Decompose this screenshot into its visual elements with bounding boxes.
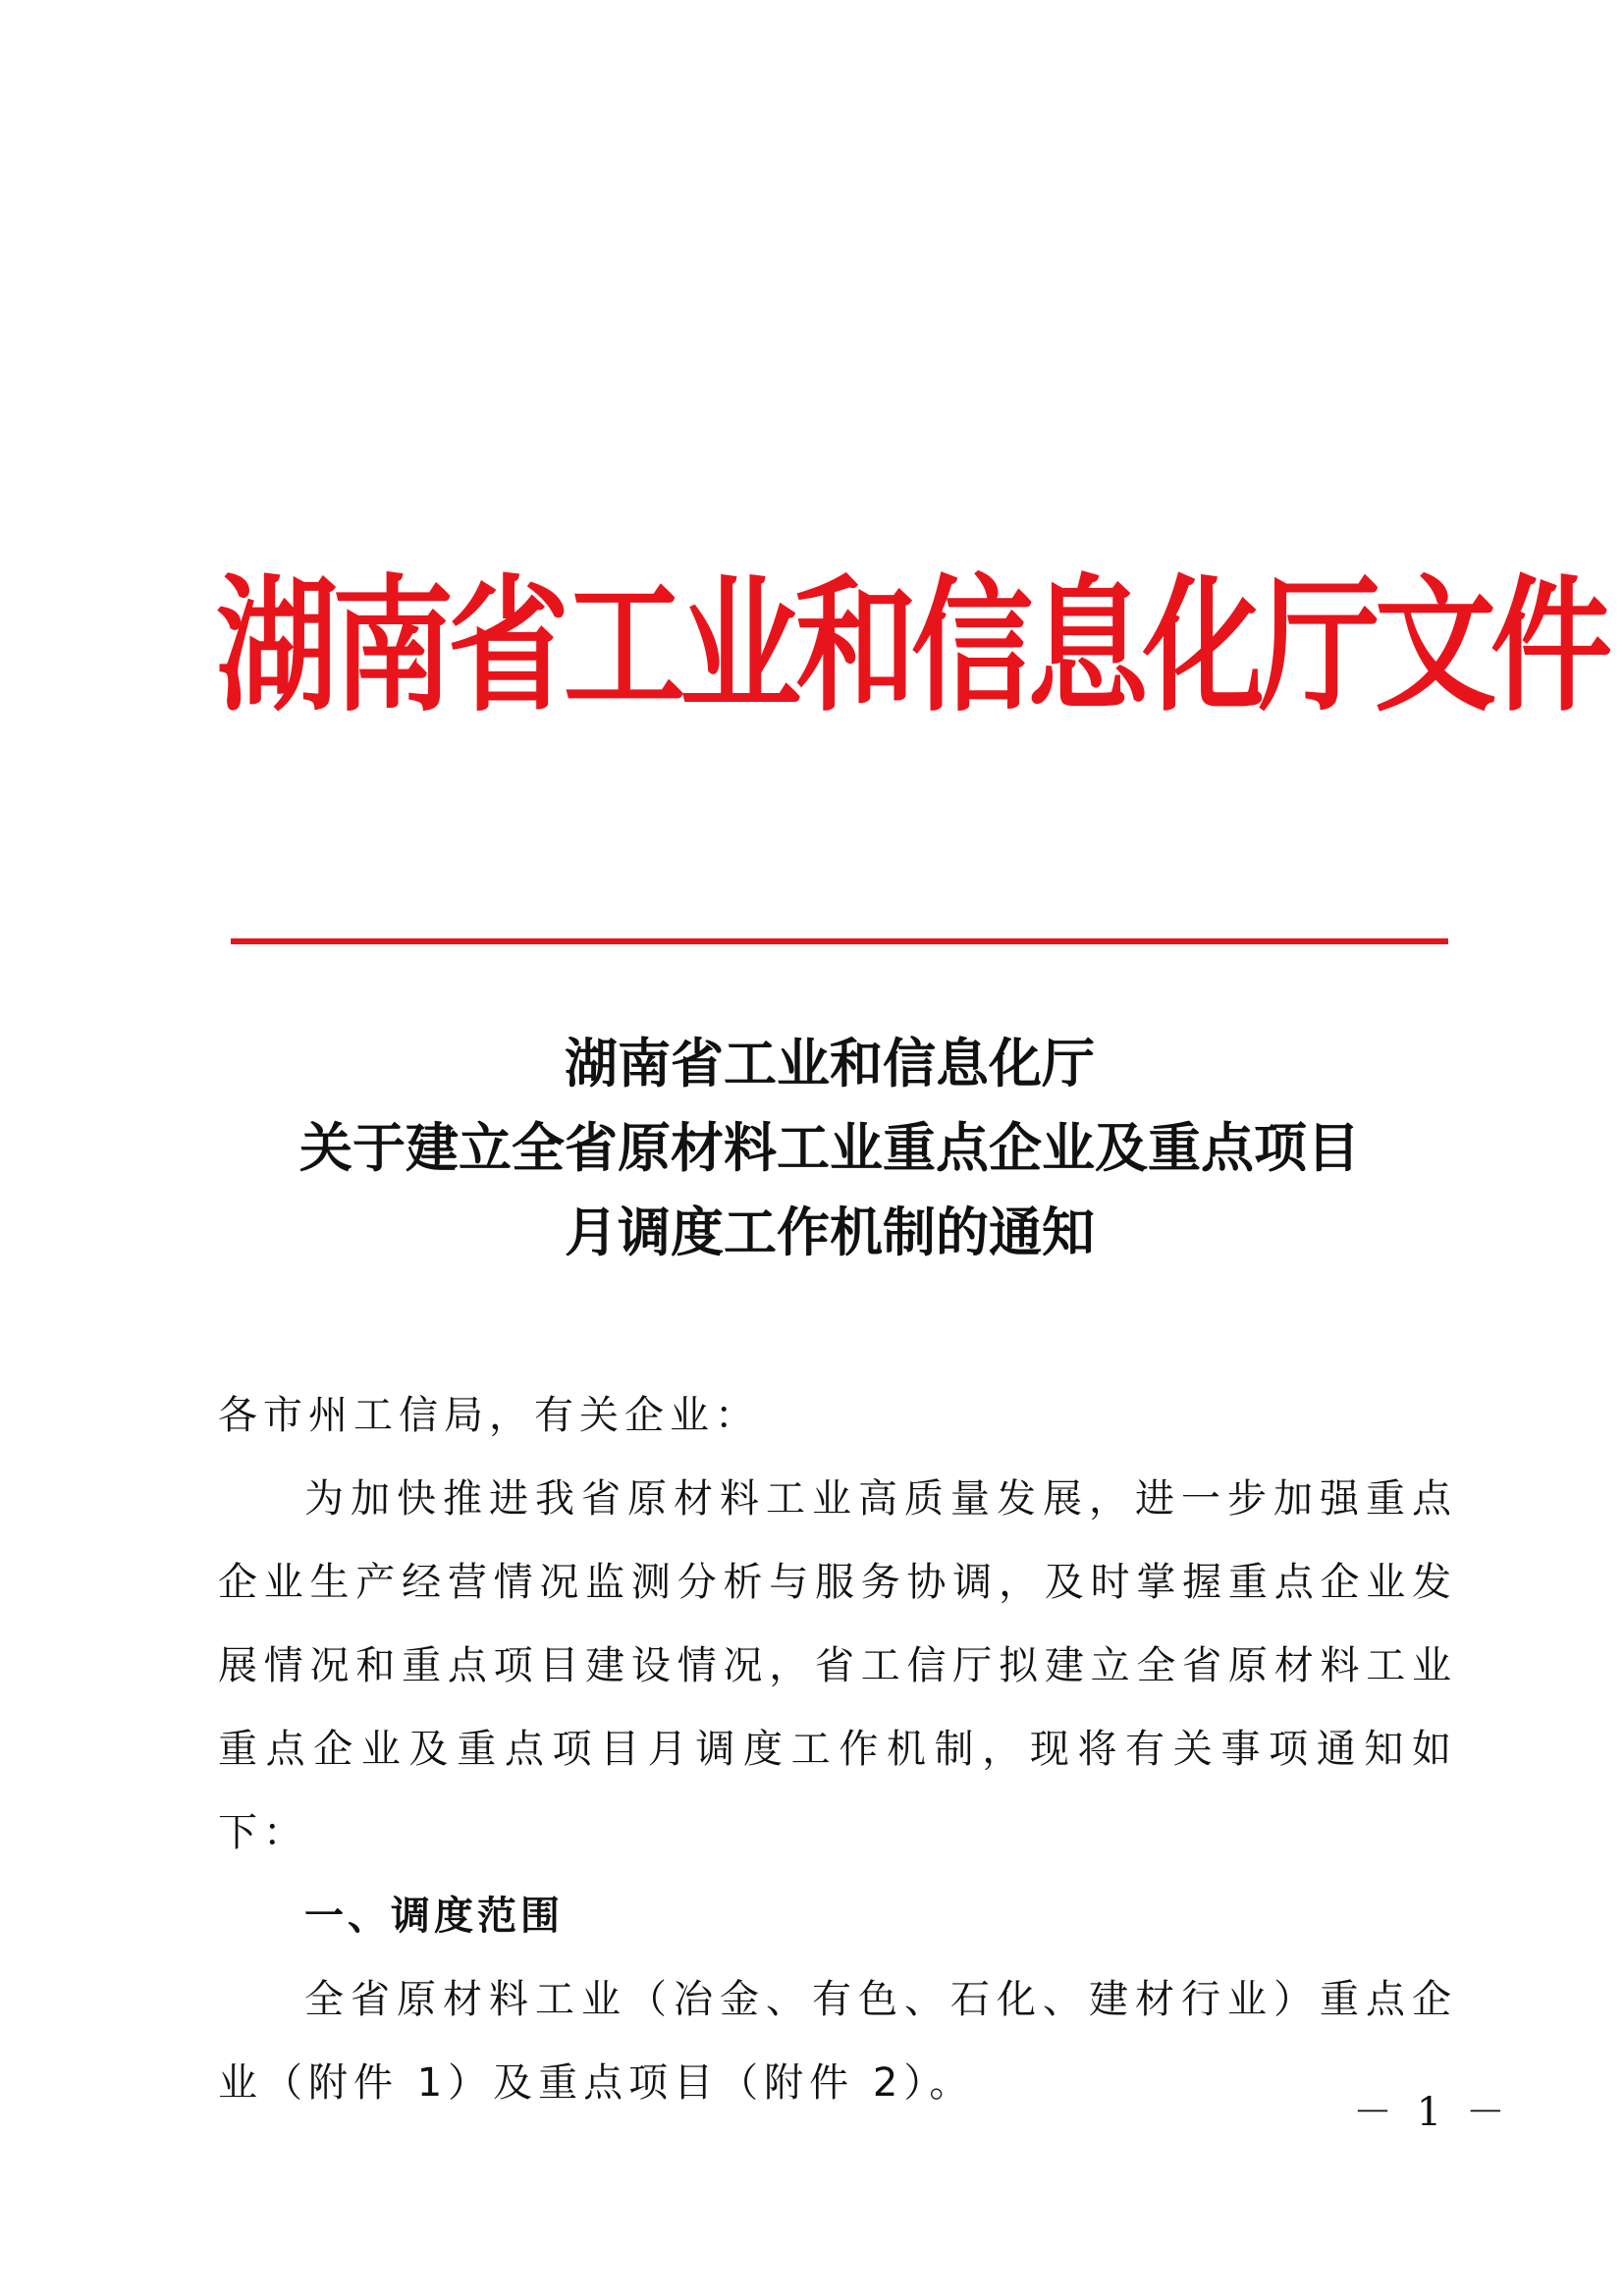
page-number: － 1 －	[1353, 2090, 1511, 2135]
document-title	[196, 1021, 1463, 1274]
section-1-heading: 一、调度范围	[304, 1894, 564, 1939]
document-title-line-2: 关于建立全省原材料工业重点企业及重点项目	[299, 1116, 1360, 1179]
document-title-line-3: 月调度工作机制的通知	[565, 1201, 1095, 1263]
intro-paragraph: 为加快推进我省原材料工业高质量发展，进一步加强重点企业生产经营情况监测分析与服务协调，及时掌握重点企业发展情况和重点项目建设情况，省工信厅拟建立全省原材料工业重点企业及重点项目月调度工作机制，现将有关事项通知如下：	[218, 1476, 1457, 1855]
salutation: 各市州工信局，有关企业：	[218, 1393, 760, 1438]
red-separator-line	[231, 938, 1448, 944]
masthead-title: 湖南省工业和信息化厅文件	[216, 561, 1607, 732]
section-1-paragraph: 全省原材料工业（冶金、有色、石化、建材行业）重点企业（附件 1）及重点项目（附件 2）。	[218, 1977, 1457, 2106]
document-title-line-1: 湖南省工业和信息化厅	[565, 1032, 1095, 1095]
document-body	[218, 1374, 1457, 2125]
